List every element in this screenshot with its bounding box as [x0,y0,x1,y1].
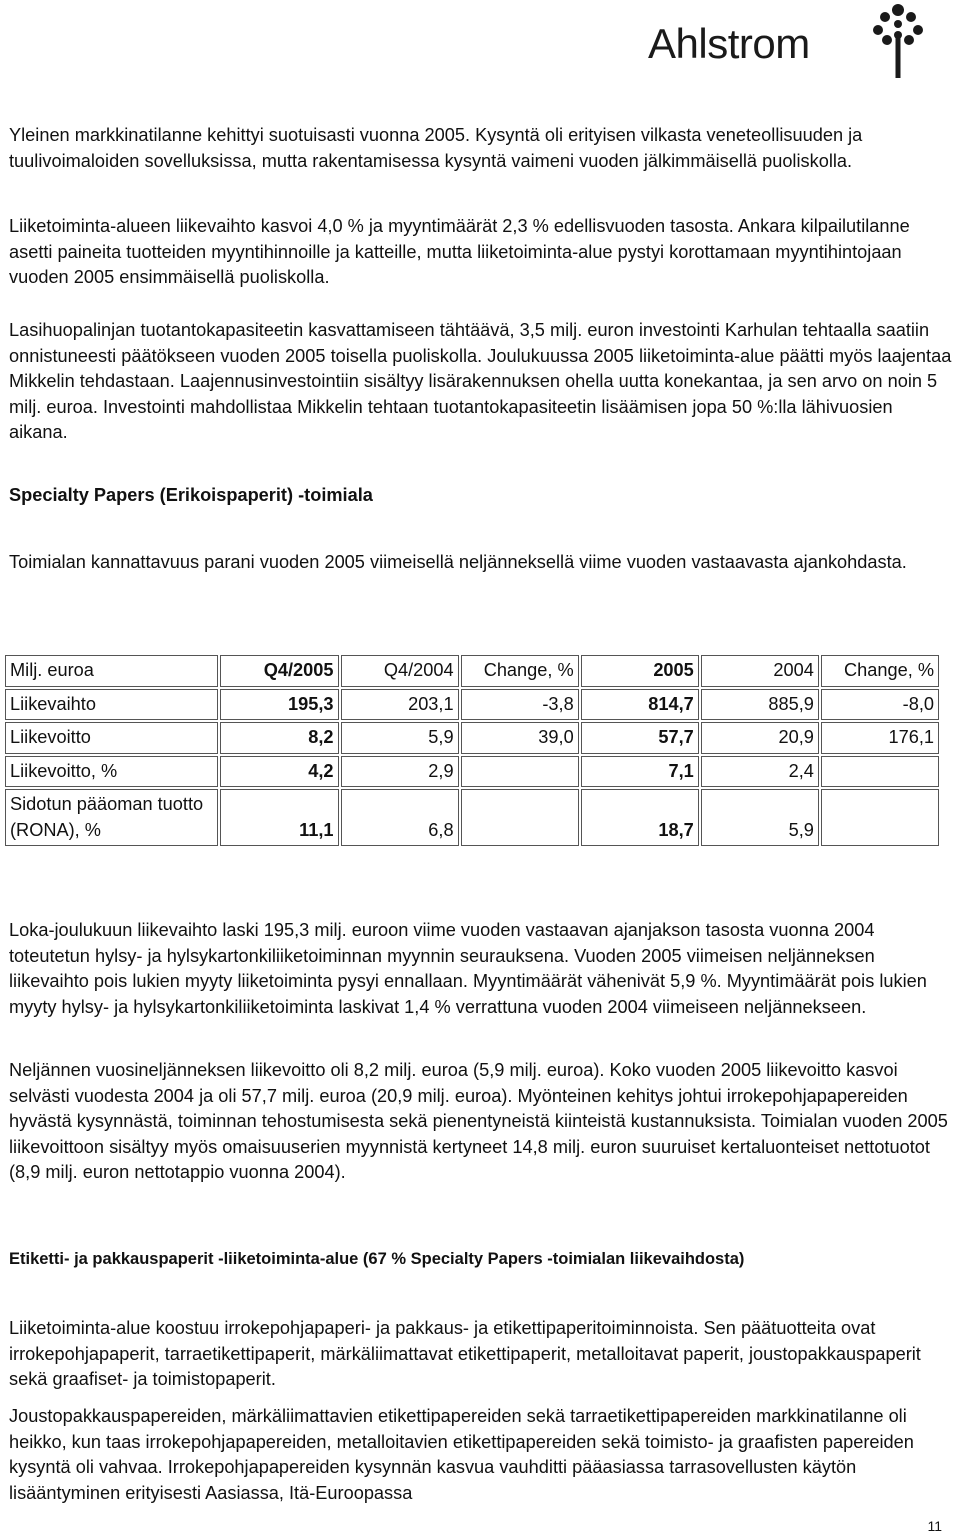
table-row [5,689,939,721]
table-cell: 814,7 [581,689,699,721]
section-heading-labels-packaging: Etiketti- ja pakkauspaperit -liiketoiminta-alue (67 % Specialty Papers -toimialan liikevaihdosta) [9,1250,745,1268]
section2-paragraph-1: Liiketoiminta-alue koostuu irrokepohjapaperi- ja pakkaus- ja etikettipaperitoiminnoista. Sen päätuotteita ovat irrokepohjapaperit, tarraetikettipaperit, märkäliimattavat etikettipaperit, metalloitavat paperit, joustopakkauspaperit sekä graafiset- ja toimistopaperit. [9,1318,921,1389]
table-cell: 7,1 [581,756,699,788]
table-cell: 2,9 [341,756,459,788]
section1-paragraph-3: Neljännen vuosineljänneksen liikevoitto oli 8,2 milj. euroa (5,9 milj. euroa). Koko vuoden 2005 liikevoitto kasvoi selvästi vuodesta 2004 ja oli 57,7 milj. euroa (20,9 milj. euroa). Myönteinen kehitys johtui irrokepohjapapereiden hyvästä kysynnästä, toiminnan tehostumisesta sekä pienentyneistä kiinteistä kustannuksista. Toimialan vuoden 2005 liikevoittoon sisältyy myös omaisuuserien myynnistä kertyneet 14,8 milj. euron suuruiset kertaluonteiset nettotuotot (8,9 milj. euron nettotappio vuonna 2004). [9,1060,948,1182]
row-label: Liikevoitto, % [5,756,218,788]
table-cell: 4,2 [220,756,338,788]
table-cell: 203,1 [341,689,459,721]
section1-paragraph-1: Toimialan kannattavuus parani vuoden 2005 viimeisellä neljänneksellä viime vuoden vastaavasta ajankohdasta. [9,552,907,572]
row-label: Sidotun pääoman tuotto (RONA), % [5,789,218,846]
section1-text [9,550,952,576]
table-header-cell: Milj. euroa [5,655,218,687]
section-heading-specialty-papers: Specialty Papers (Erikoispaperit) -toimiala [9,485,373,505]
table-cell: 176,1 [821,722,939,754]
table-header-cell: Change, % [461,655,579,687]
section2-text [9,1316,952,1393]
table-header-cell: 2004 [701,655,819,687]
table-header-row [5,655,939,687]
page-number: 11 [927,1518,942,1534]
table-cell: 57,7 [581,722,699,754]
table-header-cell: Q4/2005 [220,655,338,687]
financial-table [3,653,941,848]
table-row [5,789,939,846]
table-cell: 2,4 [701,756,819,788]
table-header-cell: Change, % [821,655,939,687]
table-cell: -8,0 [821,689,939,721]
table-cell: 18,7 [581,789,699,846]
table-cell: 195,3 [220,689,338,721]
table-cell: 5,9 [341,722,459,754]
table-cell: 5,9 [701,789,819,846]
row-label: Liikevaihto [5,689,218,721]
table-cell [461,789,579,846]
intro-text-2 [9,214,952,291]
ahlstrom-logo [648,0,938,80]
table-cell: 20,9 [701,722,819,754]
section1-text-2 [9,918,952,1020]
intro-paragraph-3: Lasihuopalinjan tuotantokapasiteetin kasvattamiseen tähtäävä, 3,5 milj. euron investointi Karhulan tehtaalla saatiin onnistuneesti päätökseen vuoden 2005 toisella puoliskolla. Joulukuussa 2005 liiketoiminta-alue päätti myös laajentaa Mikkelin tehdastaan. Laajennusinvestointiin sisältyy lisärakennuksen ohella uutta konekantaa, ja sen arvo on noin 5 milj. euroa. Investointi mahdollistaa Mikkelin tehtaan tuotantokapasiteetin lisäämisen jopa 50 %:lla lähivuosien aikana. [9,320,952,442]
logo-wordmark: Ahlstrom [648,20,810,67]
table-row [5,756,939,788]
intro-text-3 [9,318,952,446]
table-cell [821,756,939,788]
section2-paragraph-2: Joustopakkauspapereiden, märkäliimattavien etikettipapereiden sekä tarraetikettipapereiden markkinatilanne oli heikko, kun taas irrokepohjapapereiden, metalloitavien etikettipapereiden sekä toimisto- ja graafisten papereiden kysyntä oli vahvaa. Irrokepohjapapereiden kysynnän kasvua vauhditti pääasiassa tarrasovellusten käytön lisääntyminen erityisesti Aasiassa, Itä-Euroopassa [9,1406,914,1503]
section2-text-2 [9,1404,952,1506]
table-cell: 6,8 [341,789,459,846]
table-header-cell: Q4/2004 [341,655,459,687]
intro-paragraph-1: Yleinen markkinatilanne kehittyi suotuisasti vuonna 2005. Kysyntä oli erityisen vilkasta veneteollisuuden ja tuulivoimaloiden sovelluksissa, mutta rakentamisessa kysyntä vaimeni vuoden jälkimmäisellä puoliskolla. [9,125,863,171]
knot-emblem-icon [858,0,938,80]
table-cell: 11,1 [220,789,338,846]
table-cell [821,789,939,846]
table-cell: 39,0 [461,722,579,754]
table-header-cell: 2005 [581,655,699,687]
table-cell: 885,9 [701,689,819,721]
intro-text [9,123,952,174]
table-row [5,722,939,754]
table-cell: -3,8 [461,689,579,721]
section1-paragraph-2: Loka-joulukuun liikevaihto laski 195,3 milj. euroon viime vuoden vastaavan ajanjakson tasosta vuonna 2004 toteutetun hylsy- ja hylsykartonkiliiketoiminnan myynnin seurauksena. Vuoden 2005 viimeisen neljänneksen liikevaihto pois lukien myyty liiketoiminta pysyi ennallaan. Myyntimäärät vähenivät 5,9 %. Myyntimäärät pois lukien myyty hylsy- ja hylsykartonkiliiketoiminta laskivat 1,4 % verrattuna vuoden 2004 viimeiseen neljännekseen. [9,920,927,1017]
table-cell [461,756,579,788]
row-label: Liikevoitto [5,722,218,754]
intro-paragraph-2: Liiketoiminta-alueen liikevaihto kasvoi 4,0 % ja myyntimäärät 2,3 % edellisvuoden tasosta. Ankara kilpailutilanne asetti paineita tuotteiden myyntihinnoille ja katteille, mutta liiketoiminta-alue pystyi korottamaan myyntihintojaan vuoden 2005 ensimmäisellä puoliskolla. [9,216,910,287]
table-cell: 8,2 [220,722,338,754]
section1-text-3 [9,1058,952,1186]
